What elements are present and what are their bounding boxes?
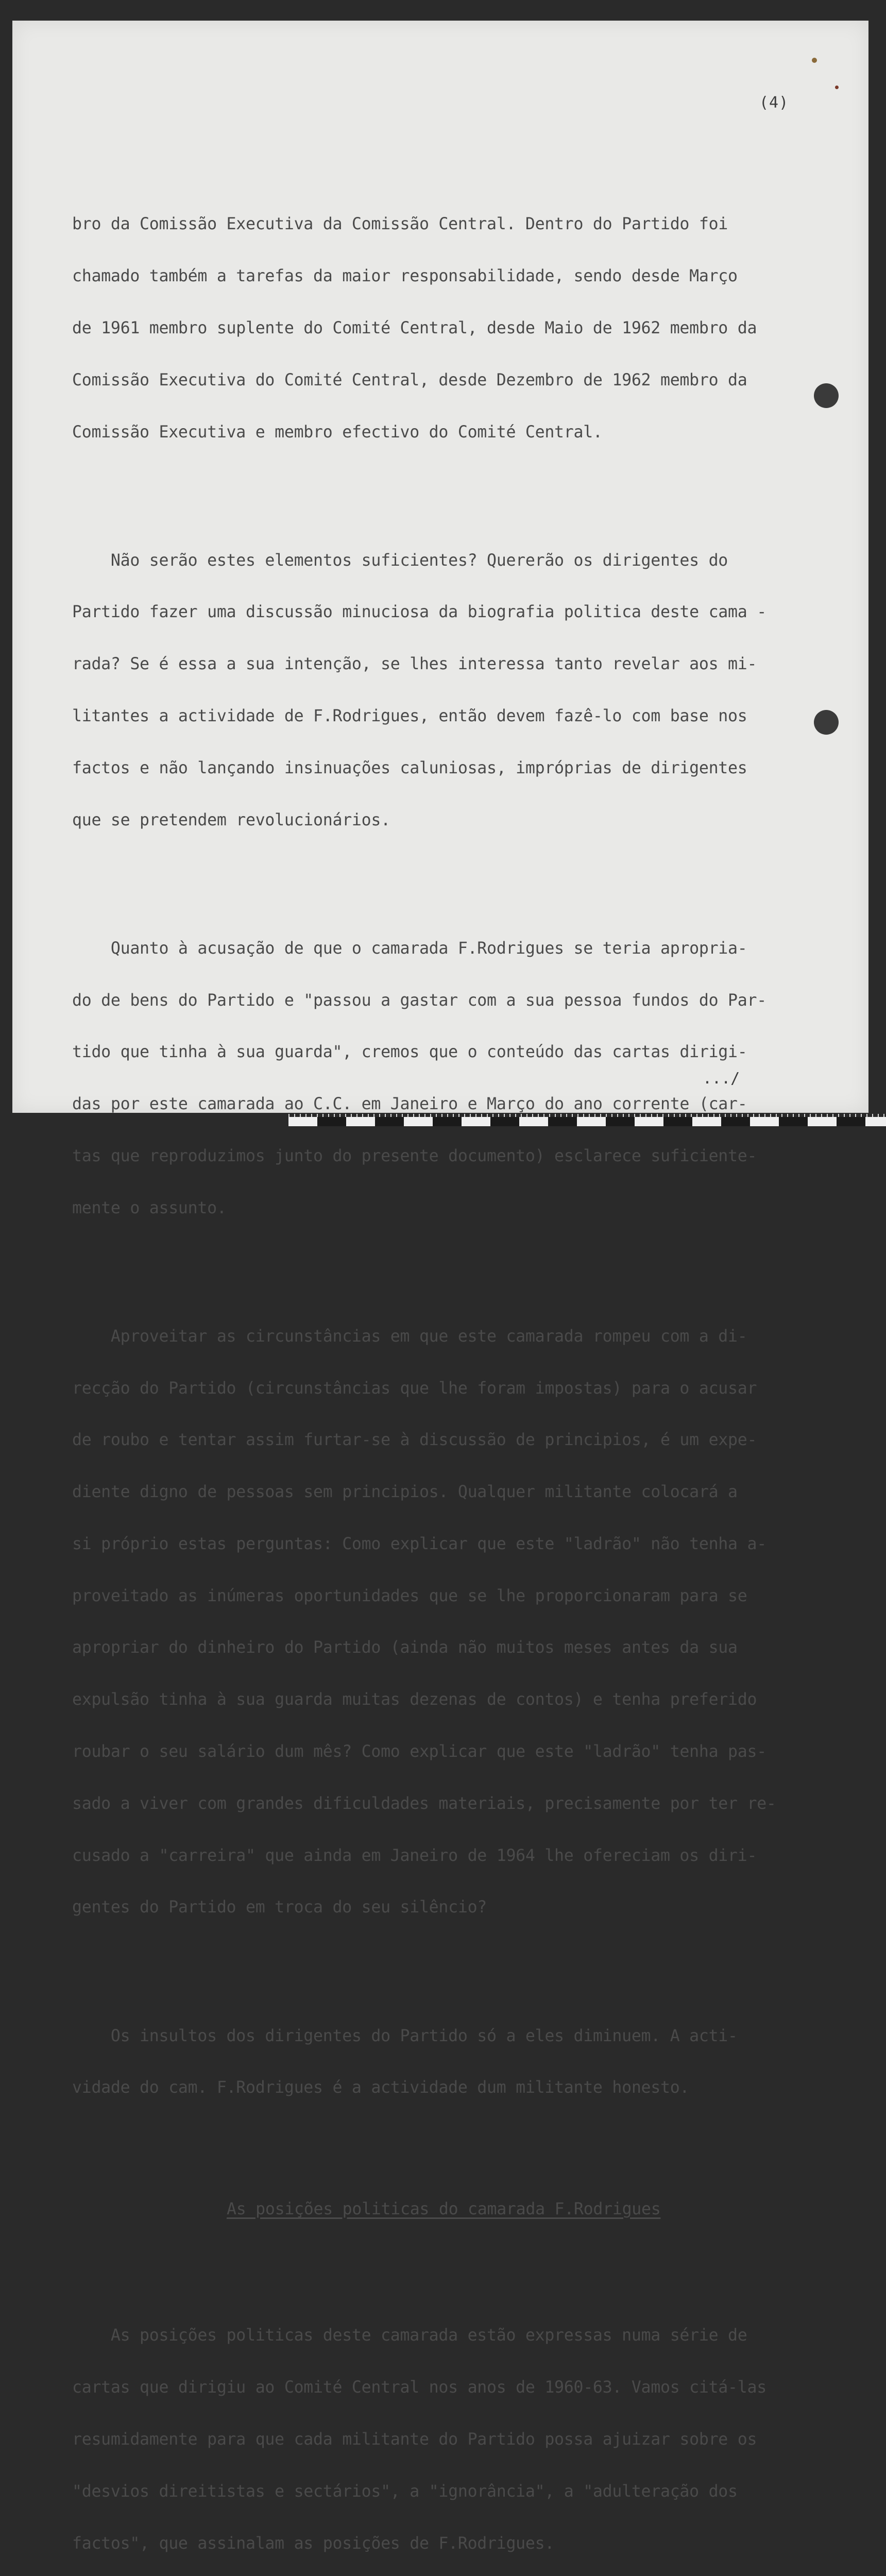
text-line: si próprio estas perguntas: Como explicar que este "ladrão" não tenha a- [72,1534,766,1553]
text-line: proveitado as inúmeras oportunidades que se lhe proporcionaram para se [72,1586,747,1605]
text-line: tido que tinha à sua guarda", cremos que o conteúdo das cartas dirigi- [72,1043,747,1062]
text-line: rada? Se é essa a sua intenção, se lhes interessa tanto revelar aos mi- [72,655,757,674]
text-line: Aproveitar as circunstâncias em que este camarada rompeu com a di- [72,1327,747,1346]
text-line: bro da Comissão Executiva da Comissão Central. Dentro do Partido foi [72,215,728,234]
scale-ruler [288,1117,886,1126]
paragraph-1 [72,181,824,476]
text-line: cartas que dirigiu ao Comité Central nos anos de 1960-63. Vamos citá-las [72,2378,766,2397]
stain-spot [812,58,817,63]
text-line: cusado a "carreira" que ainda em Janeiro de 1964 lhe ofereciam os diri- [72,1846,757,1865]
text-line: expulsão tinha à sua guarda muitas dezenas de contos) e tenha preferido [72,1690,757,1709]
text-line: do de bens do Partido e "passou a gastar com a sua pessoa fundos do Par- [72,991,766,1010]
text-line: apropriar do dinheiro do Partido (ainda não muitos meses antes da sua [72,1638,738,1657]
text-line: "desvios direitistas e sectários", a "ignorância", a "adulteração dos [72,2482,738,2501]
punch-hole [814,710,839,735]
text-line: Quanto à acusação de que o camarada F.Rodrigues se teria apropria- [72,939,747,958]
text-line: mente o assunto. [72,1198,227,1217]
text-line: sado a viver com grandes dificuldades materiais, precisamente por ter re- [72,1794,776,1813]
paragraph-2 [72,517,824,863]
text-line: Não serão estes elementos suficientes? Quererão os dirigentes do [72,551,728,570]
paragraph-6 [72,2293,824,2576]
text-line: gentes do Partido em troca do seu silêncio? [72,1898,487,1917]
text-line: de 1961 membro suplente do Comité Central, desde Maio de 1962 membro da [72,318,757,337]
stain-spot [835,86,839,89]
punch-hole [814,383,839,408]
text-line: Partido fazer uma discussão minuciosa da biografia politica deste cama - [72,603,766,622]
text-line: que se pretendem revolucionários. [72,810,390,829]
text-line: litantes a actividade de F.Rodrigues, então devem fazê-lo com base nos [72,707,747,725]
text-line: de roubo e tentar assim furtar-se à discussão de principios, é um expe- [72,1431,757,1450]
continuation-mark: .../ [703,1070,740,1088]
text-line: resumidamente para que cada militante do Partido possa ajuizar sobre os [72,2430,757,2449]
text-line: das por este camarada ao C.C. em Janeiro e Março do ano corrente (car- [72,1095,747,1114]
paragraph-4 [72,1294,824,1952]
text-line: roubar o seu salário dum mês? Como explicar que este "ladrão" tenha pas- [72,1742,766,1761]
text-line: chamado também a tarefas da maior responsabilidade, sendo desde Março [72,267,738,286]
text-line: vidade do cam. F.Rodrigues é a actividade dum militante honesto. [72,2078,690,2097]
text-line: Comissão Executiva e membro efectivo do Comité Central. [72,422,603,442]
body-text [72,147,824,2576]
text-line: tas que reproduzimos junto do presente documento) esclarece suficiente- [72,1146,757,1165]
text-line: As posições politicas deste camarada estão expressas numa série de [72,2326,747,2345]
paragraph-5 [72,1993,824,2131]
section-heading: As posições politicas do camarada F.Rodrigues [227,2199,661,2218]
page-number: (4) [759,94,789,112]
text-line: factos", que assinalam as posições de F.Rodrigues. [72,2534,555,2553]
text-line: recção do Partido (circunstâncias que lhe foram impostas) para o acusar [72,1379,757,1398]
text-line: diente digno de pessoas sem principios. Qualquer militante colocará a [72,1483,738,1502]
text-line: Comissão Executiva do Comité Central, desde Dezembro de 1962 membro da [72,370,747,389]
text-line: factos e não lançando insinuações caluniosas, impróprias de dirigentes [72,758,747,777]
text-line: Os insultos dos dirigentes do Partido só a eles diminuem. A acti- [72,2026,738,2045]
